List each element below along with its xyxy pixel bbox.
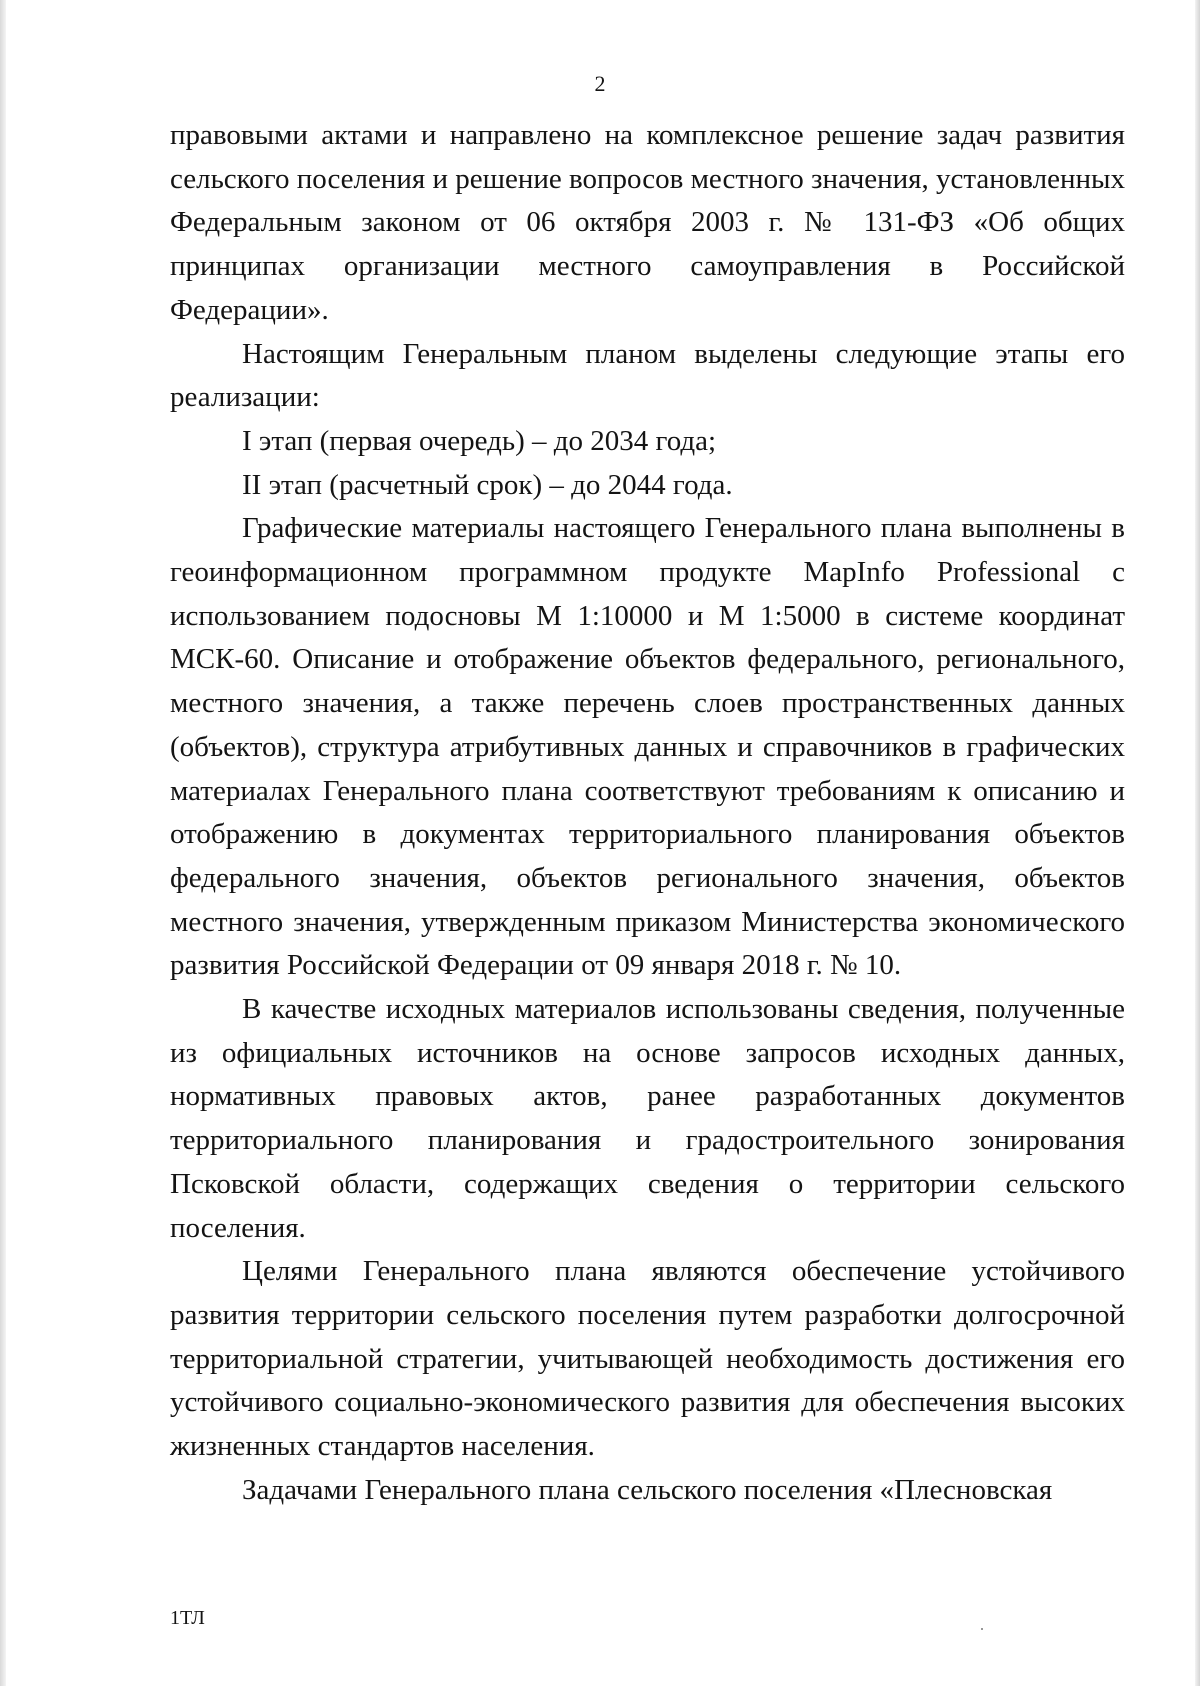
scan-edge-left <box>0 0 6 1686</box>
scan-edge-right <box>1195 0 1200 1686</box>
stage-item-1: I этап (первая очередь) – до 2034 года; <box>242 424 717 457</box>
scan-speck <box>981 1628 983 1630</box>
stage-item-2: II этап (расчетный срок) – до 2044 года. <box>242 468 733 501</box>
paragraph-graphic-materials: Графические материалы настоящего Генерального плана выполнены в геоинформационном программном продукте MapInfo Professional с использованием подосновы М 1:10000 и М 1:5000 в системе координат МСК-60. Описание и отображение объектов федерального, регионального, местного значения, а также перечень слоев пространственных данных (объектов), структура атрибутивных данных и справочников в графических материалах Генерального плана соответствуют требованиям к описанию и отображению в документах территориального планирования объектов федерального значения, объектов регионального значения, объектов местного значения, утвержденным приказом Министерства экономического развития Российской Федерации от 09 января 2018 г. № 10. <box>170 512 1125 982</box>
paragraph-stages-intro: Настоящим Генеральным планом выделены следующие этапы его реализации: <box>170 337 1125 414</box>
paragraph-source-materials: В качестве исходных материалов использованы сведения, полученные из официальных источников на основе запросов исходных данных, нормативных правовых актов, ранее разработанных документов территориального планирования и градостроительного зонирования Псковской области, содержащих сведения о территории сельского поселения. <box>170 993 1125 1244</box>
paragraph-goals: Целями Генерального плана являются обеспечение устойчивого развития территории сельского поселения путем разработки долгосрочной территориальной стратегии, учитывающей необходимость достижения его устойчивого социально-экономического развития для обеспечения высоких жизненных стандартов населения. <box>170 1255 1125 1463</box>
paragraph-legal-acts: правовыми актами и направлено на комплексное решение задач развития сельского поселения и решение вопросов местного значения, установленных Федеральным законом от 06 октября 2003 г. № 131-ФЗ «Об общих принципах организации местного самоуправления в Российской Федерации». <box>170 119 1125 326</box>
document-body <box>170 114 1125 1513</box>
paragraph-tasks: Задачами Генерального плана сельского поселения «Плесновская <box>242 1473 1053 1506</box>
footer-code: 1ТЛ <box>170 1607 205 1629</box>
page-number: 2 <box>594 71 606 96</box>
